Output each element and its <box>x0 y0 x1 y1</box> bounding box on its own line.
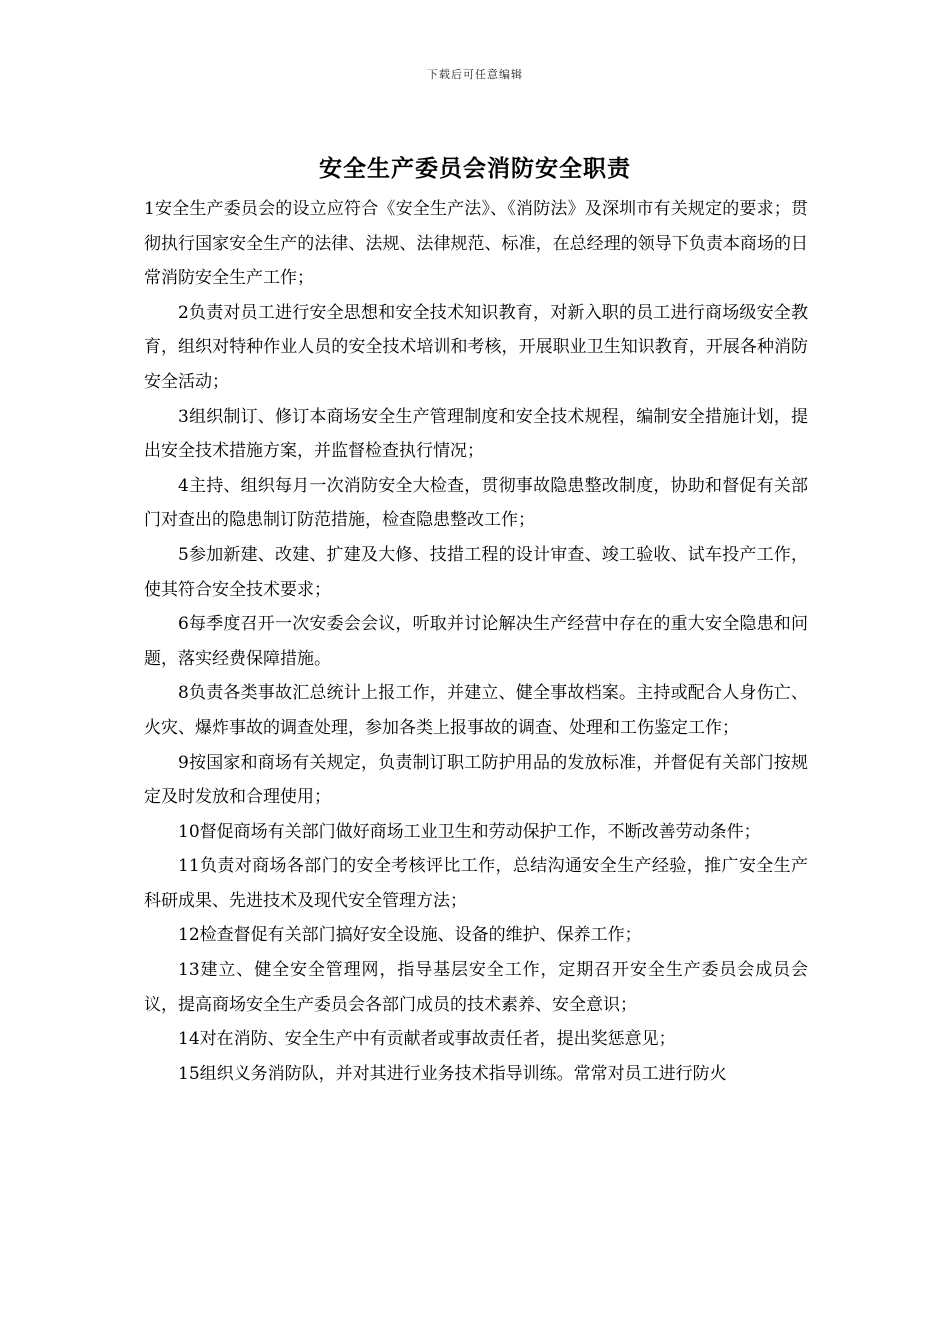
paragraph-11: 11负责对商场各部门的安全考核评比工作，总结沟通安全生产经验，推广安全生产科研成果、先进技术及现代安全管理方法； <box>144 856 808 911</box>
paragraph-5: 5参加新建、改建、扩建及大修、技措工程的设计审查、竣工验收、试车投产工作，使其符合安全技术要求； <box>144 544 808 600</box>
paragraph-12: 12检查督促有关部门搞好安全设施、设备的维护、保养工作； <box>178 925 642 946</box>
paragraph-10: 10督促商场有关部门做好商场工业卫生和劳动保护工作，不断改善劳动条件； <box>178 821 761 842</box>
paragraph-14: 14对在消防、安全生产中有贡献者或事故责任者，提出奖惩意见； <box>178 1029 676 1050</box>
paragraph-13: 13建立、健全安全管理网，指导基层安全工作，定期召开安全生产委员会成员会议，提高商场安全生产委员会各部门成员的技术素养、安全意识； <box>144 960 808 1015</box>
paragraph-6: 6每季度召开一次安委会会议，听取并讨论解决生产经营中存在的重大安全隐患和问题，落实经费保障措施。 <box>144 614 808 669</box>
paragraph-4: 4主持、组织每月一次消防安全大检查，贯彻事故隐患整改制度，协助和督促有关部门对查出的隐患制订防范措施，检查隐患整改工作； <box>144 475 808 531</box>
document-body <box>144 192 808 1091</box>
header-note: 下载后可任意编辑 <box>427 68 523 81</box>
paragraph-8: 8负责各类事故汇总统计上报工作，并建立、健全事故档案。主持或配合人身伤亡、火灾、爆炸事故的调查处理，参加各类上报事故的调查、处理和工伤鉴定工作； <box>144 683 808 738</box>
paragraph-1: 1安全生产委员会的设立应符合《安全生产法》、《消防法》及深圳市有关规定的要求；贯彻执行国家安全生产的法律、法规、法律规范、标准，在总经理的领导下负责本商场的日常消防安全生产工作； <box>144 199 808 289</box>
paragraph-15: 15组织义务消防队，并对其进行业务技术指导训练。常常对员工进行防火 <box>178 1063 727 1084</box>
paragraph-2: 2负责对员工进行安全思想和安全技术知识教育，对新入职的员工进行商场级安全教育，组织对特种作业人员的安全技术培训和考核，开展职业卫生知识教育，开展各种消防安全活动； <box>144 302 808 392</box>
paragraph-3: 3组织制订、修订本商场安全生产管理制度和安全技术规程，编制安全措施计划，提出安全技术措施方案，并监督检查执行情况； <box>144 406 808 462</box>
paragraph-9: 9按国家和商场有关规定，负责制订职工防护用品的发放标准，并督促有关部门按规定及时发放和合理使用； <box>144 752 808 808</box>
document-title: 安全生产委员会消防安全职责 <box>319 156 631 182</box>
